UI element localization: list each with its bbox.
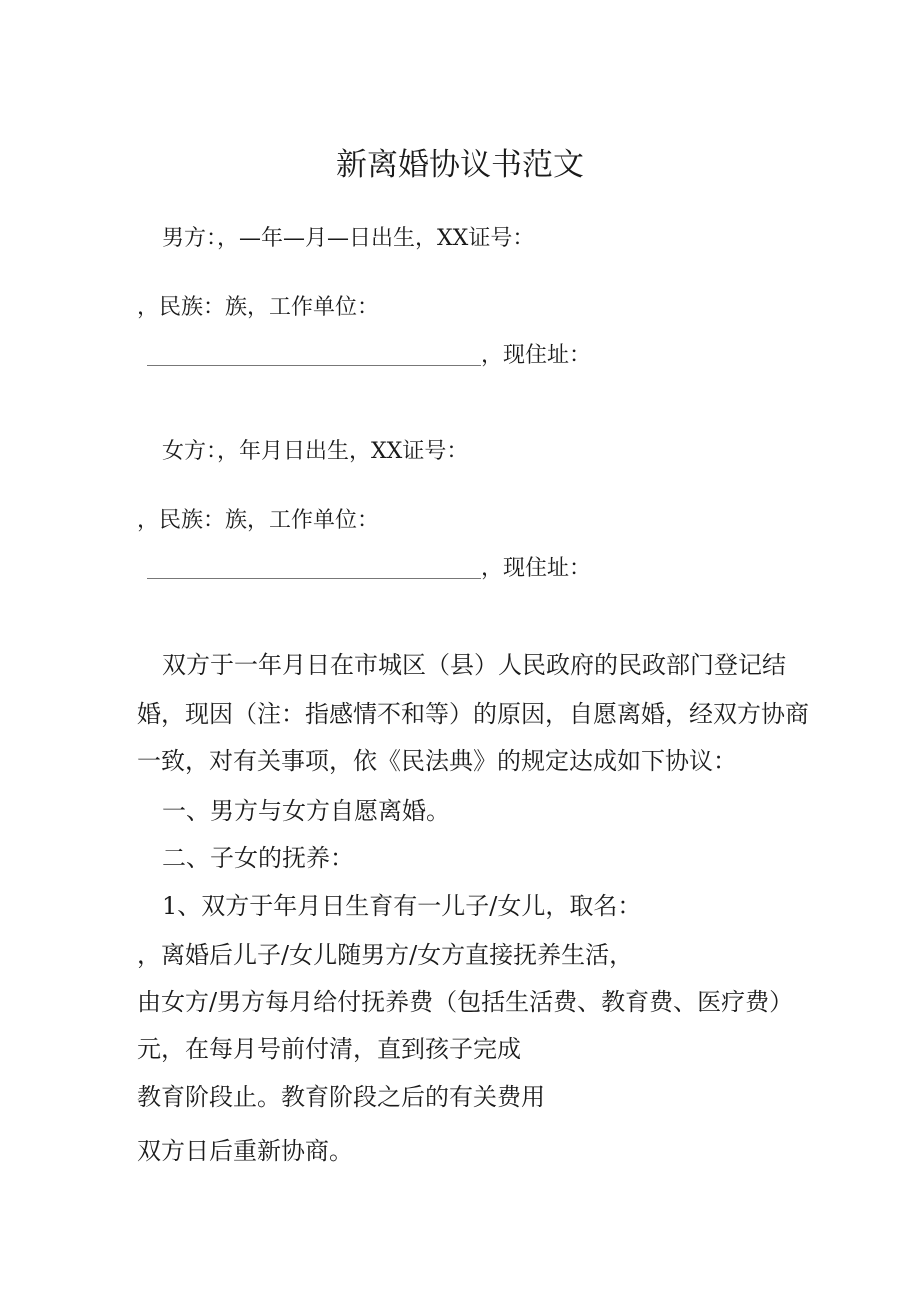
female-address-blank	[147, 578, 481, 579]
intro-line-3: 一致，对有关事项，依《民法典》的规定达成如下协议：	[137, 747, 737, 775]
male-address-blank	[147, 365, 481, 366]
clause-2-heading: 二、子女的抚养：	[162, 844, 354, 872]
intro-line-1: 双方于一年月日在市城区（县）人民政府的民政部门登记结	[162, 651, 786, 679]
clause-1: 一、男方与女方自愿离婚。	[162, 797, 450, 825]
clause-2-item-1: 1、双方于年月日生育有一儿子/女儿，取名：	[162, 892, 642, 920]
document-title: 新离婚协议书范文	[336, 147, 584, 183]
clause-2-line-3: 由女方/男方每月给付抚养费（包括生活费、教育费、医疗费）	[137, 988, 794, 1016]
female-ethnicity-line: ，民族：族，工作单位：	[137, 508, 380, 533]
female-info-line: 女方：，年月日出生，XX证号：	[162, 439, 469, 464]
clause-2-line-6: 双方日后重新协商。	[137, 1137, 353, 1165]
male-address-label: ，现住址：	[481, 343, 592, 368]
intro-line-2: 婚，现因（注：指感情不和等）的原因，自愿离婚，经双方协商	[137, 700, 809, 728]
male-ethnicity-line: ，民族：族，工作单位：	[137, 295, 380, 320]
female-address-label: ，现住址：	[481, 556, 592, 581]
clause-2-line-4: 元，在每月号前付清，直到孩子完成	[137, 1035, 521, 1063]
clause-2-line-5: 教育阶段止。教育阶段之后的有关费用	[137, 1083, 545, 1111]
male-info-line: 男方：，—年—月—日出生，XX证号：	[162, 226, 535, 251]
clause-2-line-2: ，离婚后儿子/女儿随男方/女方直接抚养生活，	[137, 941, 634, 969]
